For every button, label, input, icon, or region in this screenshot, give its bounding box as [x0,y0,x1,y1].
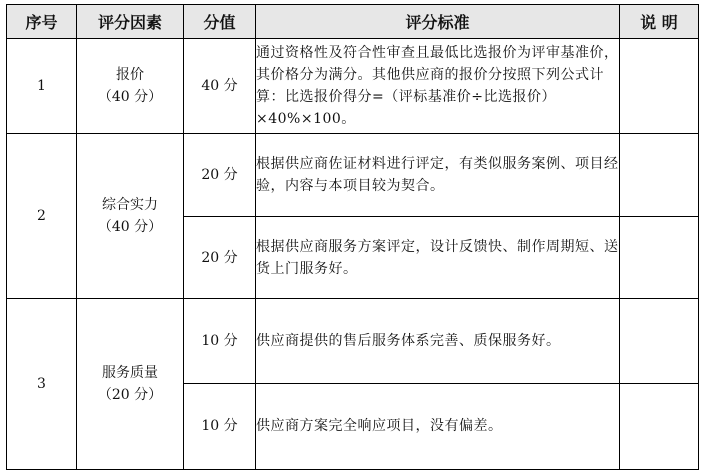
factor-cell [77,39,184,134]
standard-cell [256,383,620,469]
standard-cell [256,299,620,383]
score-cell: 40 分 [184,39,256,134]
factor-name: 综合实力 [102,197,158,214]
score-cell: 10 分 [184,383,256,469]
header-note: 说 明 [620,5,699,39]
note-cell [620,134,699,216]
standard-text: 通过资格性及符合性审查且最低比选报价为评审基准价，其价格分为满分。其他供应商的报价分按照下列公式计算：比选报价得分=（评标基准价÷比选报价）×40%×100。 [256,45,619,128]
factor-cell [77,134,184,299]
note-cell [620,383,699,469]
header-score: 分值 [184,5,256,39]
table-row [7,39,699,134]
factor-name: 服务质量 [102,365,158,382]
header-standard: 评分标准 [256,5,620,39]
standard-text: 供应商方案完全响应项目，没有偏差。 [256,418,503,435]
factor-cell [77,299,184,470]
header-row [7,5,699,39]
table-row [7,134,699,216]
scoring-table [6,4,699,470]
factor-points: （20 分） [97,387,163,404]
table-row [7,299,699,383]
standard-text: 供应商提供的售后服务体系完善、质保服务好。 [256,332,561,349]
standard-text: 根据供应商佐证材料进行评定，有类似服务案例、项目经验，内容与本项目较为契合。 [256,156,619,195]
standard-cell [256,216,620,298]
standard-text: 根据供应商服务方案评定，设计反馈快、制作周期短、送货上门服务好。 [256,238,619,277]
seq-cell: 2 [7,134,77,299]
score-cell: 10 分 [184,299,256,383]
note-cell [620,299,699,383]
standard-cell [256,39,620,134]
note-cell [620,216,699,298]
score-cell: 20 分 [184,216,256,298]
factor-name: 报价 [116,67,144,84]
score-cell: 20 分 [184,134,256,216]
seq-cell: 3 [7,299,77,470]
factor-points: （40 分） [97,89,163,106]
seq-cell: 1 [7,39,77,134]
header-factor: 评分因素 [77,5,184,39]
note-cell [620,39,699,134]
standard-cell [256,134,620,216]
header-seq: 序号 [7,5,77,39]
factor-points: （40 分） [97,219,163,236]
